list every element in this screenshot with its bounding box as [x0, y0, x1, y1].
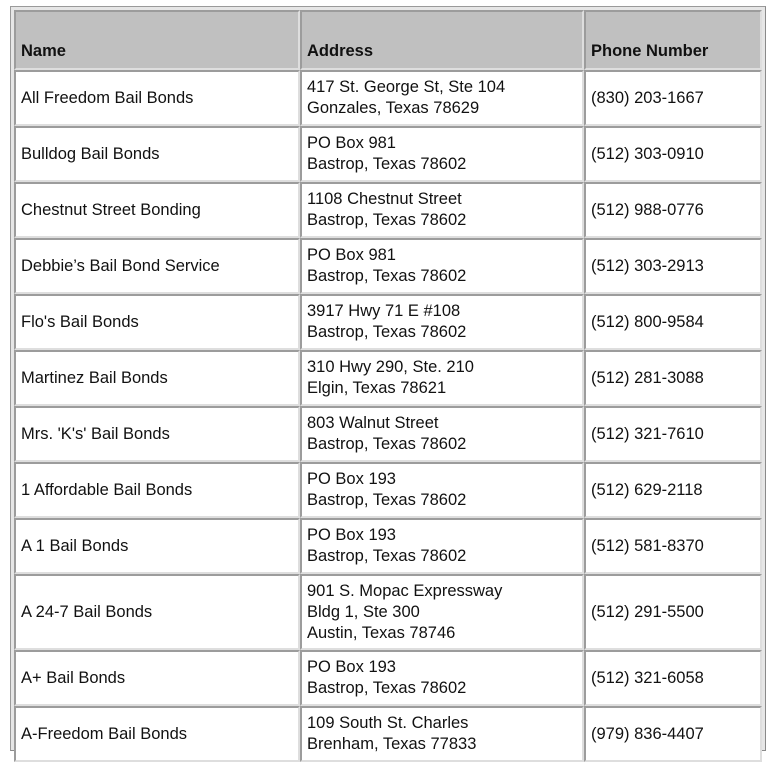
table-row — [14, 574, 762, 650]
business-name-cell: Bulldog Bail Bonds — [14, 126, 300, 182]
phone-number-cell: (512) 321-6058 — [584, 650, 762, 706]
address-line: Bastrop, Texas 78602 — [307, 547, 467, 565]
address-line: Bastrop, Texas 78602 — [307, 323, 467, 341]
address-line: 109 South St. Charles — [307, 714, 469, 732]
address-line: Bastrop, Texas 78602 — [307, 491, 467, 509]
address-line: PO Box 981 — [307, 246, 396, 264]
address-line: Austin, Texas 78746 — [307, 623, 456, 642]
phone-number-cell: (512) 321-7610 — [584, 406, 762, 462]
address-line: Bastrop, Texas 78602 — [307, 211, 467, 229]
address-line: PO Box 193 — [307, 470, 396, 488]
address-line: Bldg 1, Ste 300 — [307, 602, 420, 621]
table-row — [14, 126, 762, 182]
table-row — [14, 70, 762, 126]
table-row — [14, 350, 762, 406]
address-line: Bastrop, Texas 78602 — [307, 679, 467, 697]
phone-number-cell: (512) 281-3088 — [584, 350, 762, 406]
phone-number-cell: (512) 303-0910 — [584, 126, 762, 182]
address-cell — [300, 70, 584, 126]
phone-number-cell: (512) 291-5500 — [584, 574, 762, 650]
bail-bonds-grid — [14, 10, 762, 762]
business-name-cell: Martinez Bail Bonds — [14, 350, 300, 406]
table-row — [14, 650, 762, 706]
address-cell — [300, 518, 584, 574]
address-cell — [300, 574, 584, 650]
business-name-cell: A+ Bail Bonds — [14, 650, 300, 706]
business-name-cell: All Freedom Bail Bonds — [14, 70, 300, 126]
address-cell — [300, 706, 584, 762]
address-line: Bastrop, Texas 78602 — [307, 155, 467, 173]
phone-column-header: Phone Number — [584, 10, 762, 70]
table-body — [14, 70, 762, 762]
address-column-header: Address — [300, 10, 584, 70]
business-name-cell: A 24-7 Bail Bonds — [14, 574, 300, 650]
address-cell — [300, 126, 584, 182]
address-line: PO Box 193 — [307, 526, 396, 544]
address-cell — [300, 238, 584, 294]
address-cell — [300, 462, 584, 518]
business-name-cell: 1 Affordable Bail Bonds — [14, 462, 300, 518]
address-line: Brenham, Texas 77833 — [307, 735, 477, 753]
phone-number-cell: (512) 629-2118 — [584, 462, 762, 518]
business-name-cell: Mrs. 'K's' Bail Bonds — [14, 406, 300, 462]
address-line: 1108 Chestnut Street — [307, 190, 462, 208]
address-cell — [300, 294, 584, 350]
address-line: Elgin, Texas 78621 — [307, 379, 447, 397]
bail-bonds-table — [10, 6, 766, 751]
business-name-cell: Debbie’s Bail Bond Service — [14, 238, 300, 294]
table-row — [14, 238, 762, 294]
address-cell — [300, 350, 584, 406]
address-line: Bastrop, Texas 78602 — [307, 435, 467, 453]
address-line: 310 Hwy 290, Ste. 210 — [307, 358, 474, 376]
table-row — [14, 294, 762, 350]
address-line: 417 St. George St, Ste 104 — [307, 78, 506, 96]
address-cell — [300, 650, 584, 706]
address-cell — [300, 406, 584, 462]
phone-number-cell: (512) 800-9584 — [584, 294, 762, 350]
phone-number-cell: (512) 988-0776 — [584, 182, 762, 238]
phone-number-cell: (830) 203-1667 — [584, 70, 762, 126]
phone-number-cell: (512) 581-8370 — [584, 518, 762, 574]
address-line: Gonzales, Texas 78629 — [307, 99, 480, 117]
header-row — [14, 10, 762, 70]
name-column-header: Name — [14, 10, 300, 70]
table-row — [14, 406, 762, 462]
address-line: Bastrop, Texas 78602 — [307, 267, 467, 285]
address-cell — [300, 182, 584, 238]
table-row — [14, 706, 762, 762]
phone-number-cell: (979) 836-4407 — [584, 706, 762, 762]
address-line: 3917 Hwy 71 E #108 — [307, 302, 461, 320]
table-row — [14, 518, 762, 574]
address-line: PO Box 981 — [307, 134, 396, 152]
business-name-cell: Chestnut Street Bonding — [14, 182, 300, 238]
address-line: 901 S. Mopac Expressway — [307, 581, 503, 600]
business-name-cell: A 1 Bail Bonds — [14, 518, 300, 574]
phone-number-cell: (512) 303-2913 — [584, 238, 762, 294]
address-line: 803 Walnut Street — [307, 414, 439, 432]
table-row — [14, 462, 762, 518]
address-line: PO Box 193 — [307, 658, 396, 676]
business-name-cell: Flo's Bail Bonds — [14, 294, 300, 350]
table-row — [14, 182, 762, 238]
business-name-cell: A-Freedom Bail Bonds — [14, 706, 300, 762]
